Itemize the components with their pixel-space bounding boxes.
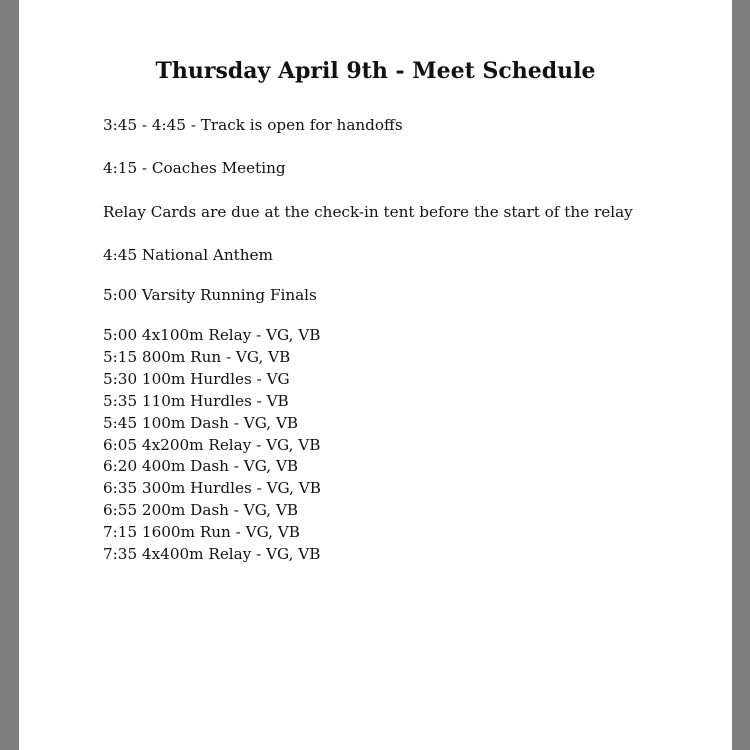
event-item: 6:20 400m Dash - VG, VB [103,457,299,476]
event-item: 6:35 300m Hurdles - VG, VB [103,479,321,498]
schedule-line-varsity-finals: 5:00 Varsity Running Finals [103,286,317,304]
event-item: 5:00 4x100m Relay - VG, VB [103,326,321,344]
event-item: 5:35 110m Hurdles - VB [103,391,289,410]
document-page [19,0,732,750]
event-item: 5:45 100m Dash - VG, VB [103,413,299,432]
event-item: 5:15 800m Run - VG, VB [103,347,291,366]
schedule-line-relay-cards: Relay Cards are due at the check-in tent before the start of the relay [103,203,633,221]
schedule-line-national-anthem: 4:45 National Anthem [103,246,273,264]
event-item: 6:55 200m Dash - VG, VB [103,501,299,520]
event-item: 6:05 4x200m Relay - VG, VB [103,435,321,454]
event-item: 5:30 100m Hurdles - VG [103,369,290,388]
event-list [103,325,321,566]
schedule-line-coaches-meeting: 4:15 - Coaches Meeting [103,159,286,177]
page-title-wrapper [19,58,732,84]
event-item: 7:15 1600m Run - VG, VB [103,523,300,542]
schedule-line-track-open: 3:45 - 4:45 - Track is open for handoffs [103,116,403,134]
event-item: 7:35 4x400m Relay - VG, VB [103,545,321,564]
page-title: Thursday April 9th - Meet Schedule [155,58,596,84]
